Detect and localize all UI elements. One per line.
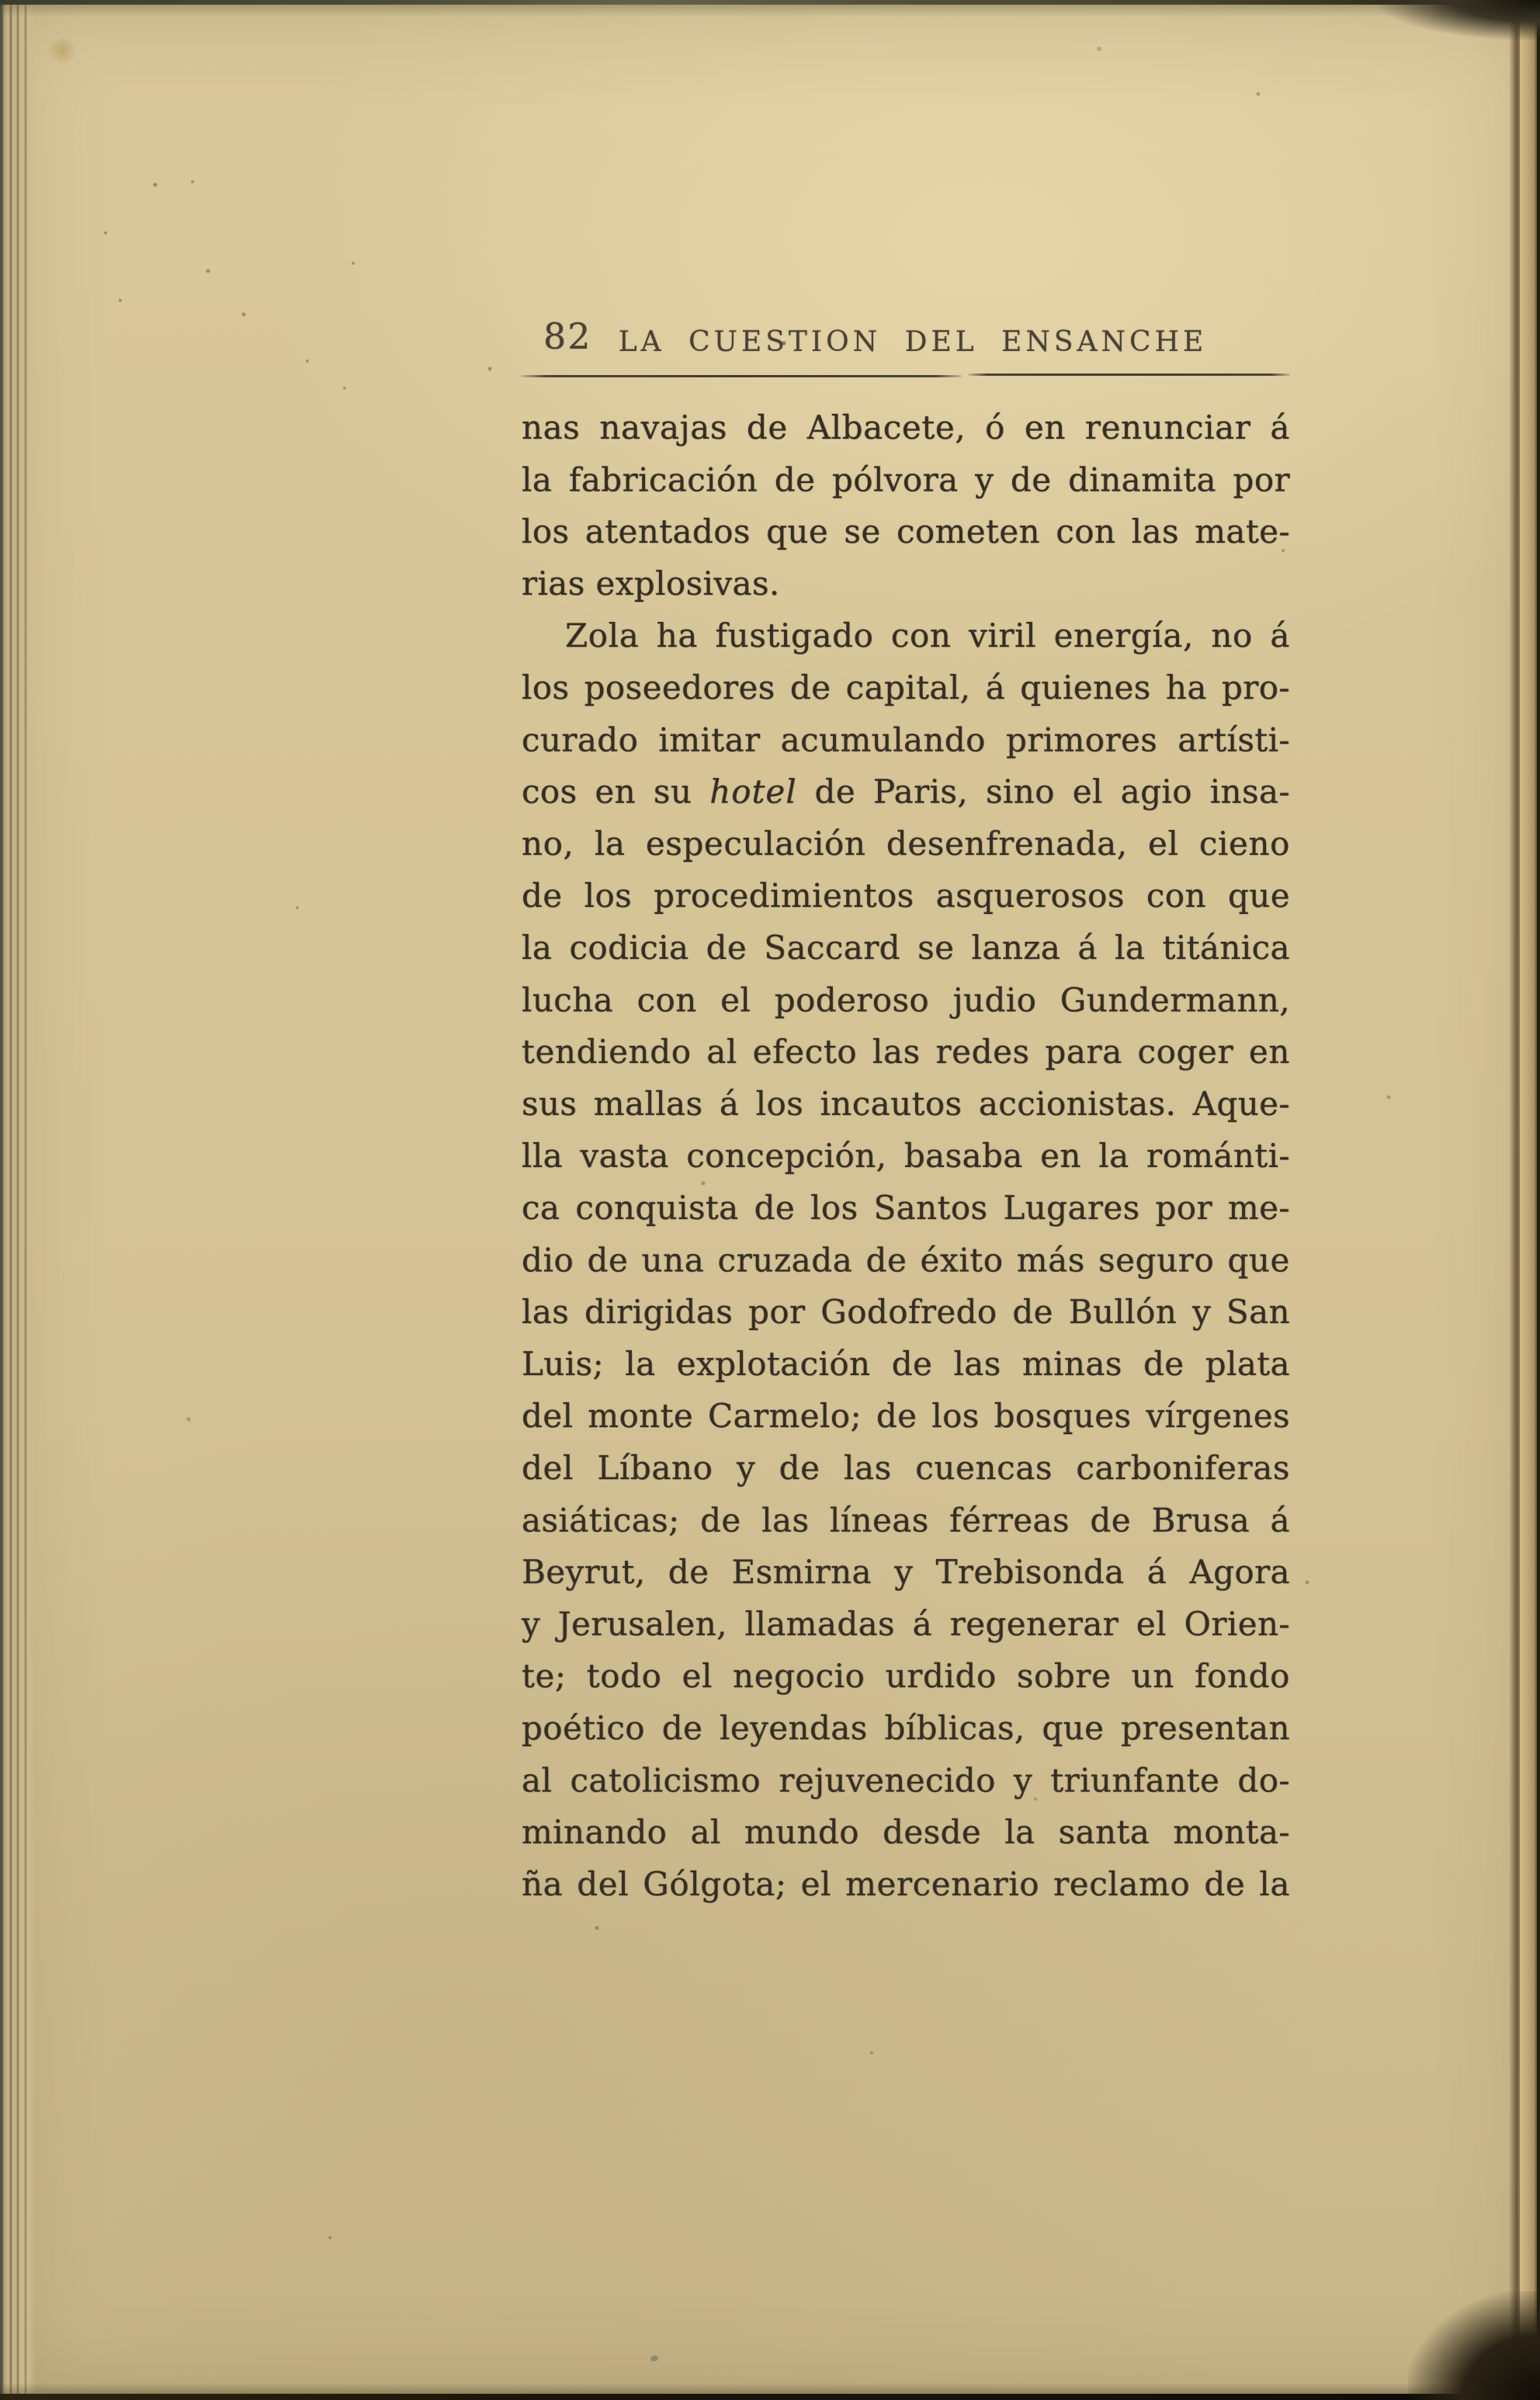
text-line: curado imitar acumulando primores artísti- (522, 721, 1290, 759)
corner-shadow-bottom-right (1408, 2291, 1540, 2400)
text-line: de los procedimientos asquerosos con que (522, 877, 1290, 915)
text-line: ca conquista de los Santos Lugares por me- (522, 1189, 1290, 1227)
text-line: y Jerusalen, llamadas á regenerar el Orien- (522, 1605, 1290, 1643)
text-line: del Líbano y de las cuencas carboniferas (522, 1449, 1290, 1487)
text-line: nas navajas de Albacete, ó en renunciar á (522, 408, 1290, 446)
book-bottom-edge (0, 2394, 1540, 2400)
text-line: tendiendo al efecto las redes para coger en (522, 1033, 1290, 1071)
gray-speck (650, 2355, 659, 2363)
text-line: Luis; la explotación de las minas de plata (522, 1345, 1290, 1383)
text-line: la fabricación de pólvora y de dinamita por (522, 460, 1290, 499)
text-line: al catolicismo rejuvenecido y triunfante do- (522, 1761, 1290, 1800)
text-line: minando al mundo desde la santa monta- (522, 1813, 1290, 1851)
text-line: no, la especulación desenfrenada, el cieno (522, 825, 1290, 863)
text-line: poético de leyendas bíblicas, que presentan (522, 1709, 1290, 1747)
text-line: del monte Carmelo; de los bosques vírgenes (522, 1397, 1290, 1435)
running-title: LA CUESTION DEL ENSANCHE (618, 326, 1208, 358)
corner-shadow-top-right (1377, 0, 1540, 40)
text-line: Beyrut, de Esmirna y Trebisonda á Agora (522, 1553, 1290, 1591)
text-line: te; todo el negocio urdido sobre un fondo (522, 1657, 1290, 1695)
text-line: ña del Gólgota; el mercenario reclamo de la (522, 1865, 1290, 1903)
text-line: lucha con el poderoso judio Gundermann, (522, 981, 1290, 1019)
text-line: rias explosivas. (522, 564, 780, 603)
text-line: sus mallas á los incautos accionistas. Aque- (522, 1085, 1290, 1123)
page-right-edge-shadow (1509, 3, 1520, 2394)
foxing-stain (47, 37, 78, 64)
text-line: los poseedores de capital, á quienes ha pro- (522, 669, 1290, 707)
text-line: la codicia de Saccard se lanza á la titánica (522, 929, 1290, 967)
under-page-edge-strip (1520, 2, 1537, 2397)
text-line: asiáticas; de las líneas férreas de Brusa á (522, 1501, 1290, 1540)
header-rule-left (521, 375, 962, 377)
book-right-edge (1537, 0, 1540, 2400)
text-line: las dirigidas por Godofredo de Bullón y San (522, 1293, 1290, 1331)
book-top-edge (0, 0, 1540, 5)
paper-specks (0, 0, 2, 2)
text-line: los atentados que se cometen con las mate- (522, 512, 1290, 551)
header-rule-right (968, 373, 1290, 376)
text-line: Zola ha fustigado con viril energía, no á (565, 616, 1290, 655)
text-line: dio de una cruzada de éxito más seguro que (522, 1241, 1290, 1280)
text-line: lla vasta concepción, basaba en la románti- (522, 1137, 1290, 1175)
page-number: 82 (543, 315, 592, 357)
text-line: cos en su hotel de Paris, sino el agio insa- (522, 773, 1290, 811)
page-edge-left-binding (0, 0, 36, 2400)
body-text (522, 401, 1290, 1910)
